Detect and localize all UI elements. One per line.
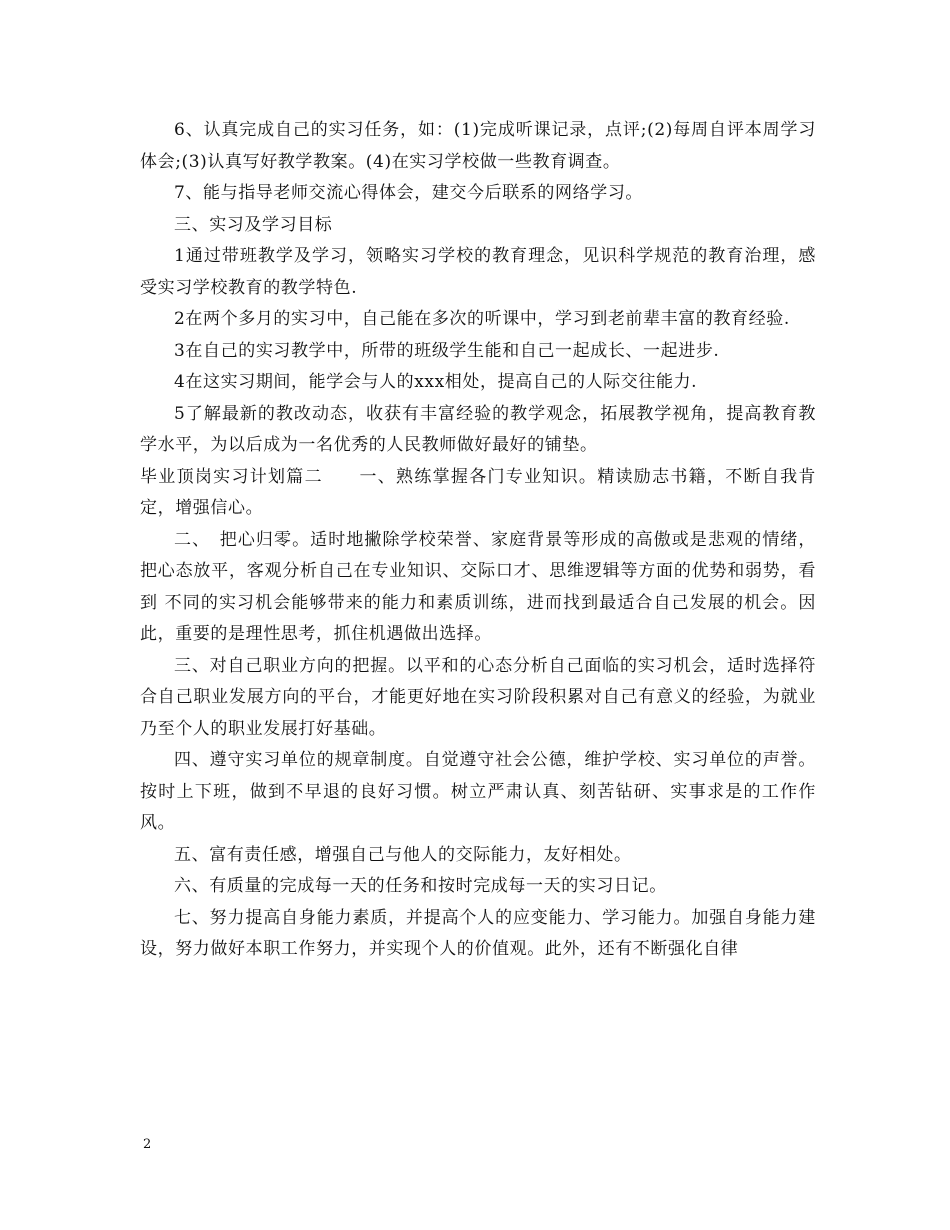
paragraph-goal-3: 3在自己的实习教学中，所带的班级学生能和自己一起成长、一起进步. bbox=[174, 340, 720, 361]
paragraph-plan-two-item-4: 四、遵守实习单位的规章制度。自觉遵守社会公德，维护学校、实习单位的声誉。按时上下班，做到不早退的良好习惯。树立严肃认真、刻苦钻研、实事求是的工作作风。 bbox=[140, 750, 816, 833]
paragraph-plan-two-item-7: 七、努力提高自身能力素质，并提高个人的应变能力、学习能力。加强自身能力建设，努力做好本职工作努力，并实现个人的价值观。此外，还有不断强化自律 bbox=[140, 907, 816, 959]
paragraph-goal-2: 2在两个多月的实习中，自己能在多次的听课中，学习到老前辈丰富的教育经验. bbox=[174, 309, 790, 329]
paragraph-goal-4: 4在这实习期间，能学会与人的xxx相处，提高自己的人际交往能力. bbox=[174, 372, 698, 392]
paragraph-goal-5: 5了解最新的教改动态，收获有丰富经验的教学观念，拓展教学视角，提高教育教学水平，为以后成为一名优秀的人民教师做好最好的铺垫。 bbox=[140, 403, 816, 455]
paragraph-plan-two-item-6: 六、有质量的完成每一天的任务和按时完成每一天的实习日记。 bbox=[174, 876, 667, 896]
document-body bbox=[140, 115, 816, 966]
paragraph-task-6: 6、认真完成自己的实习任务，如：(1)完成听课记录，点评;(2)每周自评本周学习体会;(3)认真写好教学教案。(4)在实习学校做一些教育调查。 bbox=[140, 120, 816, 172]
paragraph-task-7: 7、能与指导老师交流心得体会，建交今后联系的网络学习。 bbox=[174, 183, 644, 203]
paragraph-goal-1: 1通过带班教学及学习，领略实习学校的教育理念，见识科学规范的教育治理，感受实习学校教育的教学特色. bbox=[140, 246, 816, 298]
paragraph-plan-two-item-5: 五、富有责任感，增强自己与他人的交际能力，友好相处。 bbox=[174, 844, 632, 865]
page-number: 2 bbox=[143, 1137, 152, 1152]
paragraph-plan-two-item-3: 三、对自己职业方向的把握。以平和的心态分析自己面临的实习机会，适时选择符合自己职业发展方向的平台，才能更好地在实习阶段积累对自己有意义的经验，为就业乃至个人的职业发展打好基础。 bbox=[140, 655, 816, 739]
section-heading-goals: 三、实习及学习目标 bbox=[174, 214, 333, 235]
paragraph-plan-two-item-2: 二、 把心归零。适时地撇除学校荣誉、家庭背景等形成的高傲或是悲观的情绪，把心态放平，客观分析自己在专业知识、交际口才、思维逻辑等方面的优势和弱势，看到 不同的实习机会能够带来的能力和素质训练，进而找到最适合自己发展的机会。因此，重要的是理性思考，抓住机遇做出选择。 bbox=[140, 529, 816, 644]
paragraph-plan-two-item-1: 毕业顶岗实习计划篇二 一、熟练掌握各门专业知识。精读励志书籍，不断自我肯定，增强信心。 bbox=[140, 466, 816, 518]
